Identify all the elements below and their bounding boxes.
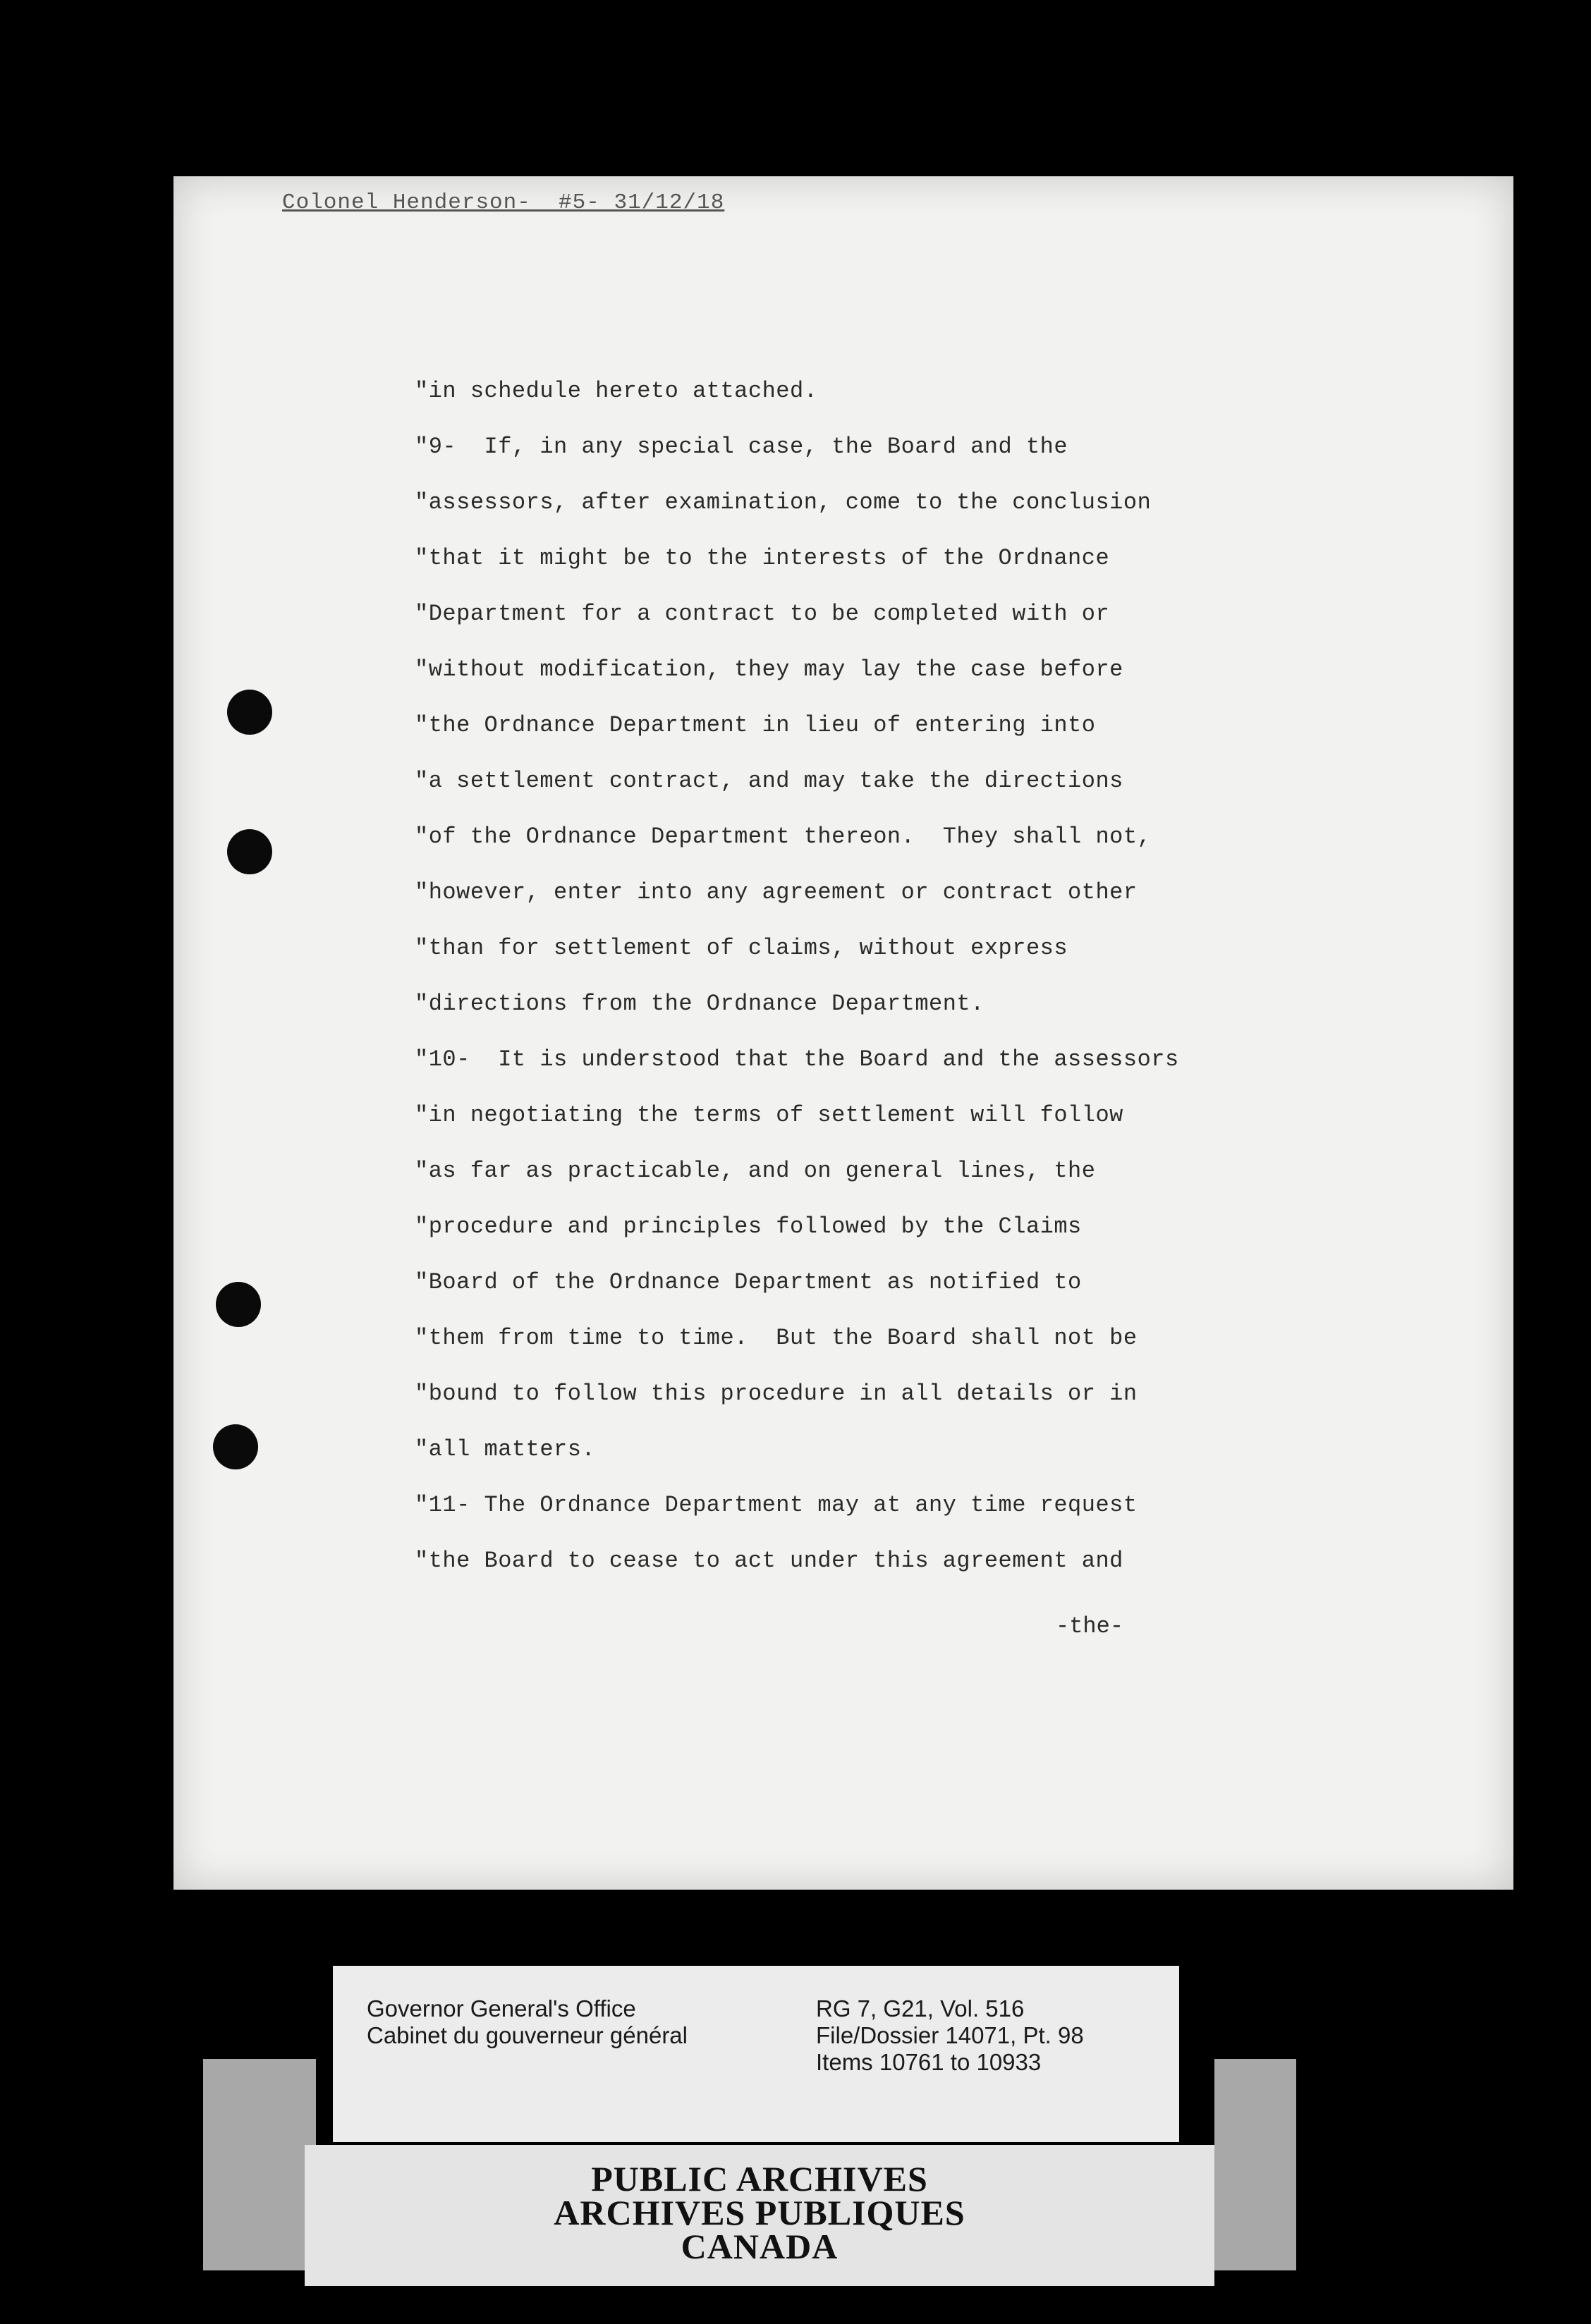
body-line: "procedure and principles followed by the Claims: [415, 1213, 1082, 1240]
punch-hole: [216, 1282, 261, 1327]
body-line: "as far as practicable, and on general lines, the: [415, 1158, 1096, 1184]
body-line: "them from time to time. But the Board shall not be: [415, 1325, 1138, 1351]
body-line: "bound to follow this procedure in all details or in: [415, 1381, 1138, 1407]
stamp-line-2: ARCHIVES PUBLIQUES: [554, 2193, 965, 2232]
body-line: "Board of the Ordnance Department as notified to: [415, 1269, 1082, 1295]
body-line: "11- The Ordnance Department may at any time request: [415, 1492, 1138, 1518]
archive-label: [333, 1966, 1179, 2142]
label-tab-left: [203, 2059, 316, 2270]
body-line: "however, enter into any agreement or contract other: [415, 879, 1138, 905]
body-line: "a settlement contract, and may take the directions: [415, 768, 1123, 794]
label-office-block: [367, 1995, 688, 2049]
punch-hole: [227, 829, 272, 874]
body-line: "of the Ordnance Department thereon. They shall not,: [415, 824, 1152, 850]
punch-hole: [227, 690, 272, 735]
items-range: Items 10761 to 10933: [816, 2049, 1042, 2075]
body-line: "9- If, in any special case, the Board and the: [415, 434, 1068, 460]
archives-stamp: [305, 2145, 1214, 2286]
file-reference: File/Dossier 14071, Pt. 98: [816, 2022, 1084, 2048]
body-line: "than for settlement of claims, without express: [415, 935, 1068, 961]
body-line: "in schedule hereto attached.: [415, 378, 818, 404]
punch-hole: [213, 1424, 258, 1469]
body-line: "the Ordnance Department in lieu of entering into: [415, 712, 1096, 738]
body-line: "Department for a contract to be completed with or: [415, 601, 1110, 627]
reference: RG 7, G21, Vol. 516: [816, 1995, 1025, 2022]
body-line: "without modification, they may lay the case before: [415, 656, 1123, 683]
document-header: Colonel Henderson- #5- 31/12/18: [282, 190, 725, 215]
body-line: "assessors, after examination, come to the conclusion: [415, 489, 1152, 515]
body-line: "10- It is understood that the Board and the assessors: [415, 1046, 1179, 1072]
stamp-line-3: CANADA: [681, 2227, 839, 2266]
body-line: "all matters.: [415, 1436, 596, 1462]
office-en: Governor General's Office: [367, 1995, 636, 2022]
body-line: "the Board to cease to act under this agreement and: [415, 1548, 1123, 1574]
body-line: "directions from the Ordnance Department.: [415, 991, 985, 1017]
body-line: "that it might be to the interests of the Ordnance: [415, 545, 1110, 571]
body-line: "in negotiating the terms of settlement will follow: [415, 1102, 1123, 1128]
office-fr: Cabinet du gouverneur général: [367, 2022, 688, 2048]
document-body: [415, 363, 1179, 1589]
catchword: -the-: [1056, 1613, 1124, 1639]
label-reference-block: [816, 1995, 1084, 2076]
label-tab-right: [1214, 2059, 1296, 2270]
stamp-line-1: PUBLIC ARCHIVES: [591, 2159, 928, 2198]
